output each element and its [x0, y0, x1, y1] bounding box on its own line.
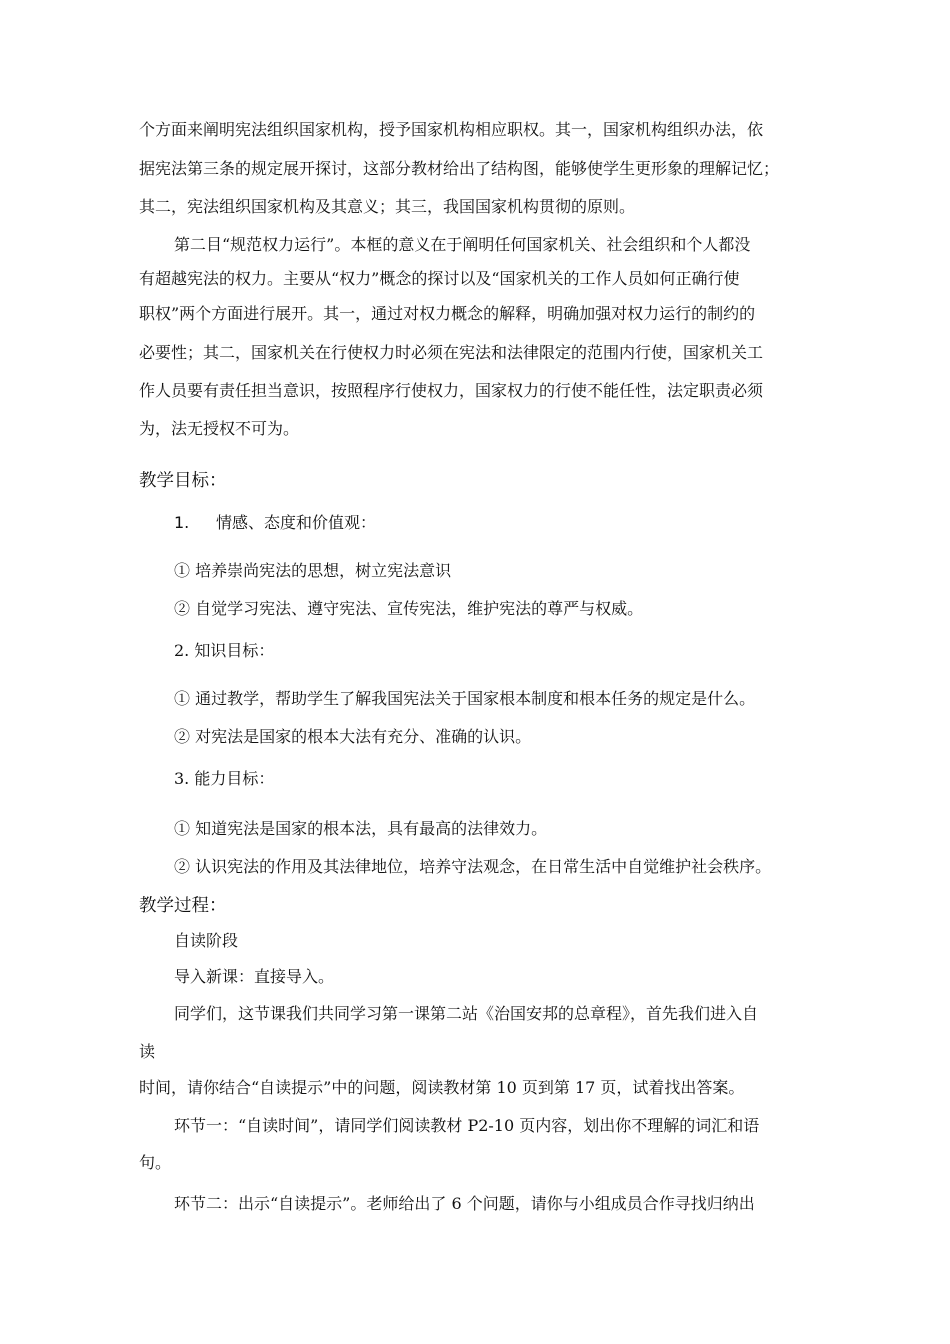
process-stage: 自读阶段 — [174, 931, 239, 950]
text-line: 读 — [139, 1042, 156, 1061]
text-line: 有超越宪法的权力。主要从“权力”概念的探讨以及“国家机关的工作人员如何正确行使 — [139, 269, 740, 288]
text-line: 据宪法第三条的规定展开探讨，这部分教材给出了结构图，能够使学生更形象的理解记忆； — [139, 159, 780, 178]
text-line: 第二目“规范权力运行”。本框的意义在于阐明任何国家机关、社会组织和个人都没 — [174, 235, 751, 254]
text-line: 环节一：“自读时间”，请同学们阅读教材 P2-10 页内容，划出你不理解的词汇和语 — [174, 1116, 760, 1135]
objective-label: 3. 能力目标： — [174, 769, 275, 788]
text-line: 同学们，这节课我们共同学习第一课第二站《治国安邦的总章程》，首先我们进入自 — [174, 1004, 759, 1023]
objective-point: ① 通过教学，帮助学生了解我国宪法关于国家根本制度和根本任务的规定是什么。 — [174, 689, 756, 708]
objective-point: ② 认识宪法的作用及其法律地位，培养守法观念，在日常生活中自觉维护社会秩序。 — [174, 857, 772, 876]
text-line: 必要性；其二，国家机关在行使权力时必须在宪法和法律限定的范围内行使，国家机关工 — [139, 343, 764, 362]
objective-label: 2. 知识目标： — [174, 641, 275, 660]
process-heading: 教学过程： — [139, 896, 227, 916]
text-line: 环节二：出示“自读提示”。老师给出了 6 个问题，请你与小组成员合作寻找归纳出 — [174, 1194, 755, 1213]
process-intro: 导入新课：直接导入。 — [174, 967, 335, 986]
text-line: 其二，宪法组织国家机构及其意义；其三，我国国家机构贯彻的原则。 — [139, 197, 636, 216]
objectives-heading: 教学目标： — [139, 471, 227, 491]
text-line: 作人员要有责任担当意识，按照程序行使权力，国家权力的行使不能任性，法定职责必须 — [139, 381, 764, 400]
objective-point: ② 自觉学习宪法、遵守宪法、宣传宪法，维护宪法的尊严与权威。 — [174, 599, 644, 618]
text-line: 职权”两个方面进行展开。其一，通过对权力概念的解释，明确加强对权力运行的制约的 — [139, 304, 756, 323]
text-line: 时间，请你结合“自读提示”中的问题，阅读教材第 10 页到第 17 页，试着找出答案。 — [139, 1078, 745, 1097]
text-line: 个方面来阐明宪法组织国家机构，授予国家机构相应职权。其一，国家机构组织办法，依 — [139, 120, 764, 139]
objective-point: ② 对宪法是国家的根本大法有充分、准确的认识。 — [174, 727, 532, 746]
text-line: 为，法无授权不可为。 — [139, 419, 300, 438]
text-line: 句。 — [139, 1153, 172, 1172]
objective-number: 1. — [174, 513, 190, 532]
objective-point: ① 知道宪法是国家的根本法，具有最高的法律效力。 — [174, 819, 548, 838]
objective-label: 情感、态度和价值观： — [216, 513, 377, 532]
objective-point: ① 培养崇尚宪法的思想，树立宪法意识 — [174, 561, 452, 580]
